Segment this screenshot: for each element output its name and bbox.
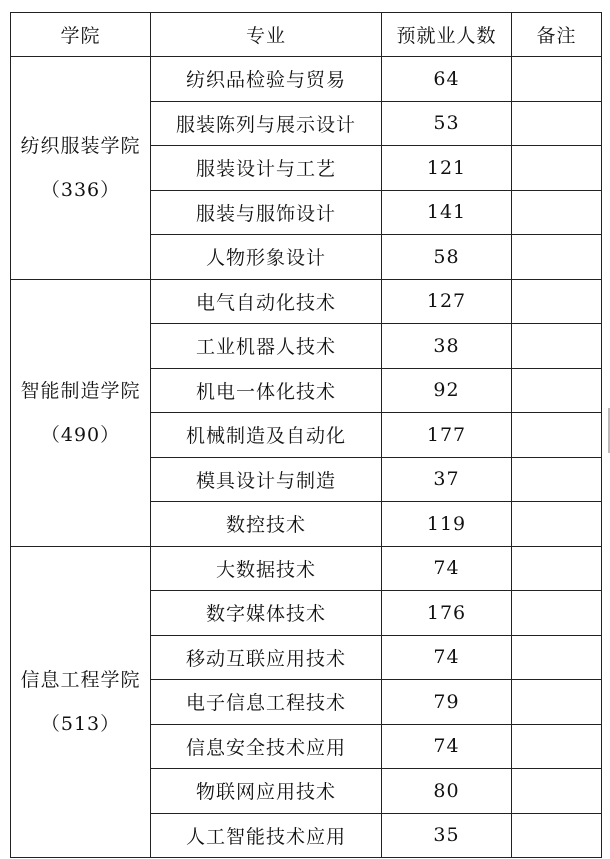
notes-cell: [512, 502, 602, 547]
major-name-cell: 机电一体化技术: [151, 368, 382, 413]
major-name-cell: 机械制造及自动化: [151, 413, 382, 458]
employment-count-cell: 141: [382, 190, 512, 235]
employment-count-cell: 121: [382, 146, 512, 191]
employment-count-cell: 74: [382, 635, 512, 680]
notes-cell: [512, 813, 602, 858]
notes-cell: [512, 190, 602, 235]
college-name: 信息工程学院: [20, 668, 141, 691]
notes-cell: [512, 769, 602, 814]
notes-cell: [512, 591, 602, 636]
major-name-cell: 模具设计与制造: [151, 457, 382, 502]
major-name-cell: 电气自动化技术: [151, 279, 382, 324]
employment-count-cell: 80: [382, 769, 512, 814]
college-total: （490）: [40, 423, 121, 446]
header-employment-count: 预就业人数: [382, 13, 512, 57]
major-name-cell: 物联网应用技术: [151, 769, 382, 814]
college-total: （336）: [40, 178, 121, 201]
employment-count-cell: 53: [382, 101, 512, 146]
employment-count-cell: 79: [382, 680, 512, 725]
header-row: [11, 13, 602, 57]
employment-count-cell: 37: [382, 457, 512, 502]
college-cell: [11, 546, 151, 858]
employment-count-cell: 127: [382, 279, 512, 324]
notes-cell: [512, 101, 602, 146]
major-name-cell: 服装设计与工艺: [151, 146, 382, 191]
header-notes: 备注: [512, 13, 602, 57]
college-name: 智能制造学院: [20, 379, 141, 402]
major-name-cell: 人物形象设计: [151, 235, 382, 280]
major-name-cell: 服装与服饰设计: [151, 190, 382, 235]
table-row: [11, 279, 602, 324]
employment-count-cell: 119: [382, 502, 512, 547]
table-row: [11, 57, 602, 102]
major-name-cell: 人工智能技术应用: [151, 813, 382, 858]
notes-cell: [512, 635, 602, 680]
header-college: 学院: [11, 13, 151, 57]
employment-count-cell: 74: [382, 546, 512, 591]
major-name-cell: 信息安全技术应用: [151, 724, 382, 769]
notes-cell: [512, 680, 602, 725]
major-name-cell: 大数据技术: [151, 546, 382, 591]
employment-count-cell: 92: [382, 368, 512, 413]
employment-count-cell: 64: [382, 57, 512, 102]
notes-cell: [512, 724, 602, 769]
employment-count-cell: 35: [382, 813, 512, 858]
major-name-cell: 服装陈列与展示设计: [151, 101, 382, 146]
employment-count-cell: 177: [382, 413, 512, 458]
employment-count-cell: 58: [382, 235, 512, 280]
notes-cell: [512, 57, 602, 102]
employment-count-cell: 176: [382, 591, 512, 636]
employment-count-cell: 74: [382, 724, 512, 769]
college-total: （513）: [40, 712, 121, 735]
college-cell: [11, 57, 151, 280]
table-body: [11, 57, 602, 858]
notes-cell: [512, 324, 602, 369]
notes-cell: [512, 146, 602, 191]
notes-cell: [512, 457, 602, 502]
major-name-cell: 电子信息工程技术: [151, 680, 382, 725]
notes-cell: [512, 235, 602, 280]
notes-cell: [512, 279, 602, 324]
notes-cell: [512, 368, 602, 413]
header-major: 专业: [151, 13, 382, 57]
major-name-cell: 移动互联应用技术: [151, 635, 382, 680]
table-row: [11, 546, 602, 591]
notes-cell: [512, 546, 602, 591]
employment-table: [10, 12, 602, 858]
employment-count-cell: 38: [382, 324, 512, 369]
major-name-cell: 数控技术: [151, 502, 382, 547]
major-name-cell: 工业机器人技术: [151, 324, 382, 369]
college-name: 纺织服装学院: [20, 134, 141, 157]
notes-cell: [512, 413, 602, 458]
major-name-cell: 纺织品检验与贸易: [151, 57, 382, 102]
college-cell: [11, 279, 151, 546]
major-name-cell: 数字媒体技术: [151, 591, 382, 636]
